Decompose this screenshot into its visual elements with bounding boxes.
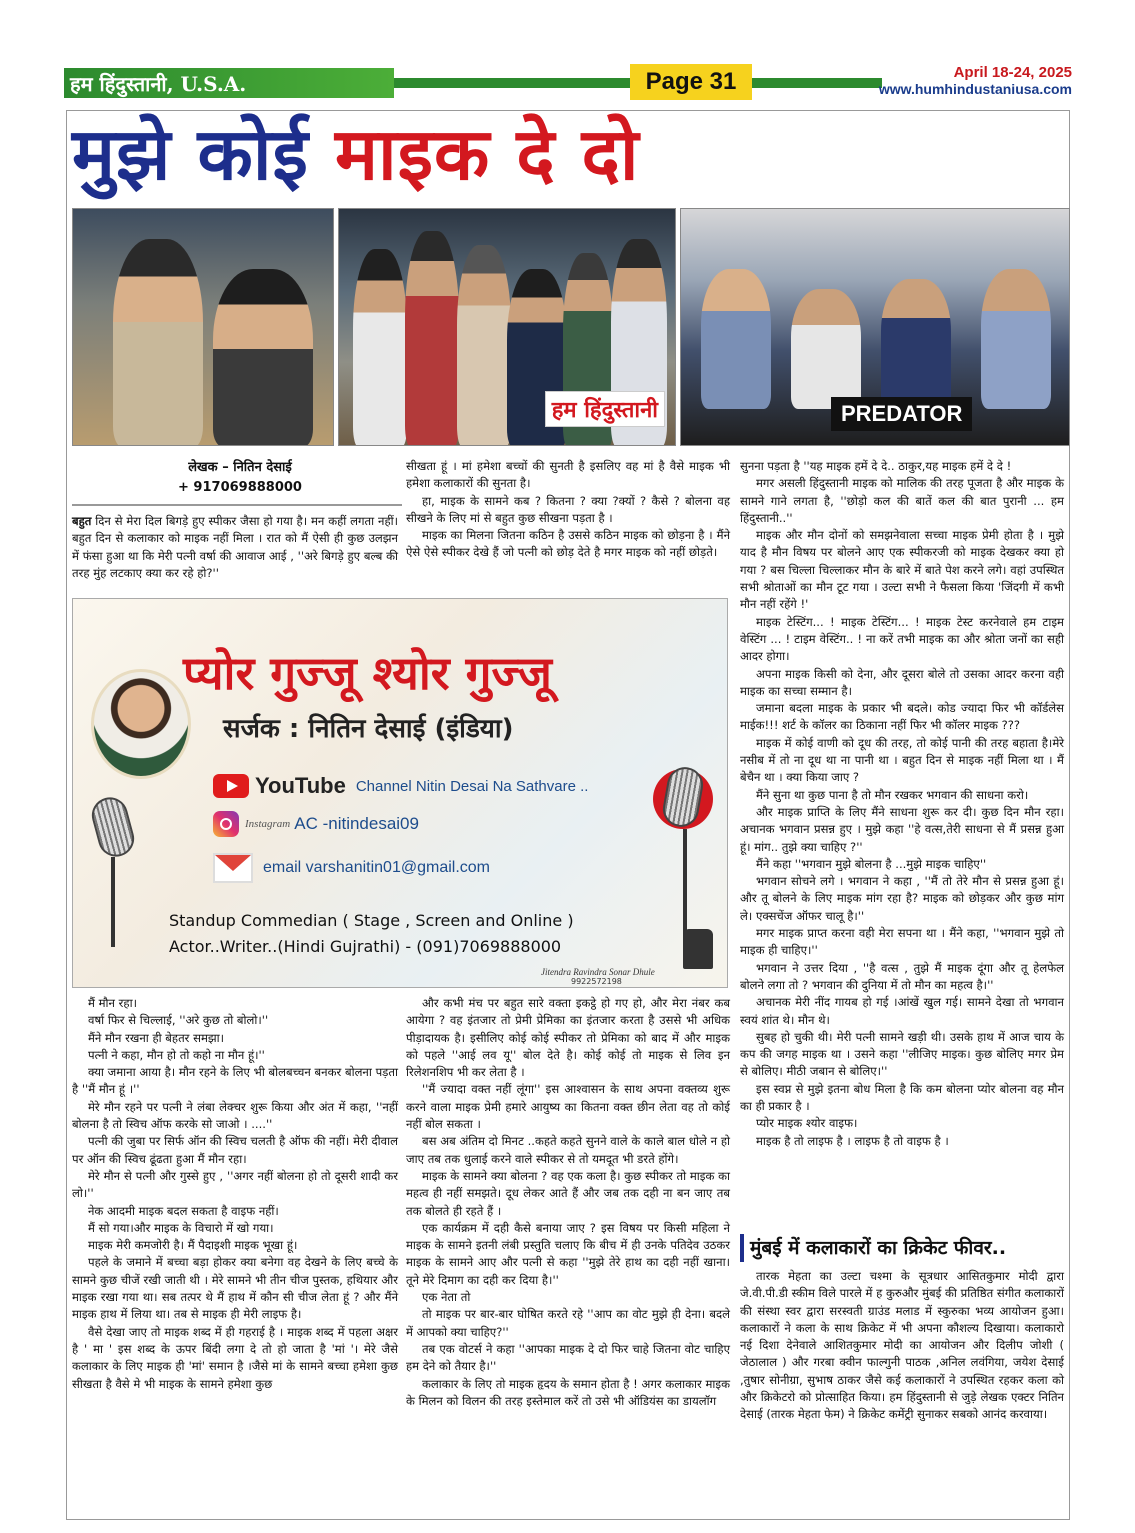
header-divider-right xyxy=(752,78,882,88)
byline xyxy=(150,458,330,498)
designer-phone: 9922572198 xyxy=(571,977,622,986)
headline-part-blue: मुझे कोई xyxy=(72,112,309,196)
headline-part-red: माइक दे दो xyxy=(334,112,640,196)
youtube-channel: Channel Nitin Desai Na Sathvare .. xyxy=(355,777,589,795)
ad-profession: Standup Commedian ( Stage , Screen and Online ) xyxy=(169,911,574,930)
paragraph: और कभी मंच पर बहुत सारे वक्ता इकट्ठे हो गए हो, और मेरा नंबर कब आयेगा ? वह इंतजार तो प्रेमी प्रेमिका का इंतजार करता है उससे भी अधिक पीड़ादायक है। इसीलिए कोई कोई स्पीकर तो प्रेमिका को बाद में और माइक को पहले ''आई लव यू'' बोल देते है। कोई कोई तो माइक से लिव इन रिलेशनशिप भी कर लेता है । xyxy=(406,996,730,1080)
paragraph: मेरे मौन से पत्नी और गुस्से हुए , ''अगर नहीं बोलना हो तो दूसरी शादी कर लो।'' xyxy=(72,1168,398,1201)
paragraph: माइक और मौन दोनों को समझनेवाला सच्चा माइक प्रेमी होता है । मुझे याद है मौन विषय पर बोलने आए एक स्पीकरजी को माइक देखकर क्या हो गया ? बस चिल्ला चिल्लाकर मौन के बारे में बाते पेश करने लगे। वहां उपस्थित सभी श्रोताओं का मौन टूट गया । उल्टा सभी ने फैसला किया 'जिंदगी में कभी मौन नहीं रहेंगे !' xyxy=(740,528,1064,612)
paragraph: अचानक मेरी नींद गायब हो गई ।आंखें खुल गई। सामने देखा तो भगवान स्वयं शांत थे। मौन थे। xyxy=(740,995,1064,1027)
predator-banner: PREDATOR xyxy=(831,397,972,431)
col1-top-text xyxy=(72,513,398,582)
paragraph: मैंने सुना था कुछ पाना है तो मौन रखकर भगवान की साधना करो। xyxy=(756,787,1029,802)
paragraph: क्या जमाना आया है। मौन रहने के लिए भी बोलबच्चन बनकर बोलना पड़ता है ''मैं मौन हूं ।'' xyxy=(72,1065,398,1097)
paragraph: माइक के सामने क्या बोलना ? वह एक कला है। कुछ स्पीकर तो माइक का महत्व ही नहीं समझते। दूध लेकर आते हैं और जब तक दही ना बन जाए तब तक बोलते ही रहते हैं । xyxy=(406,1168,730,1218)
photo-commentary-box xyxy=(680,208,1070,446)
paragraph: तब एक वोटर्स ने कहा ''आपका माइक दे दो फिर चाहे जितना वोट चाहिए हम देने को तैयार है।'' xyxy=(406,1341,730,1374)
drop-lead-word: बहुत xyxy=(72,514,92,528)
promo-advertisement xyxy=(72,598,728,988)
author-portrait xyxy=(91,669,191,779)
paragraph: ''मैं ज्यादा वक्त नहीं लूंगा'' इस आश्वासन के साथ अपना वक्तव्य शुरू करने वाला माइक प्रेमी हमारे आयुष्य का कितना वक्त छीन लेता वह तो कोई नहीं बोल सकता । xyxy=(406,1082,730,1132)
paragraph-text: दिन से मेरा दिल बिगड़े हुए स्पीकर जैसा हो गया है। मन कहीं लगता नहीं। बहुत दिन से कलाकार को माइक नहीं मिला । रात को मैं ऐसी ही कुछ उलझन में फंसा हुआ था कि मेरी पत्नी वर्षा की आवाज आई , ''अरे बिगड़े हुए बल्ब की तरह मुंह लटकाए क्या कर रहे हो?'' xyxy=(72,514,398,580)
brand-logo-text: हम हिंदुस्तानी xyxy=(551,398,658,423)
instagram-row[interactable] xyxy=(213,811,419,837)
author-phone: + 917069888000 xyxy=(178,480,302,495)
paragraph: पहले के जमाने में बच्चा बड़ा होकर क्या बनेगा वह देखने के लिए बच्चे के सामने कुछ चीजें रखी जाती थी । मेरे सामने भी तीन चीज पुस्तक, हथियार और माइक रखा गया था। सब तत्पर थे मैं हाथ में कौन सी चीज लेता हूं ? और मैंने माइक हाथ में लिया था। तब से माइक ही मेरी लाइफ है। xyxy=(72,1255,398,1322)
paragraph: भगवान सोचने लगे । भगवान ने कहा , ''मैं तो तेरे मौन से प्रसन्न हुआ हूं। और तू बोलने के लिए माइक मांग रहा है? माइक को छोड़कर और कुछ मांग ले। एक्सचेंज ऑफर चालू है।'' xyxy=(740,874,1064,923)
byline-divider xyxy=(72,504,402,506)
col3-text xyxy=(740,458,1064,1150)
paragraph: अपना माइक किसी को देना, और दूसरा बोले तो उसका आदर करना वही माइक का सच्चा सम्मान है। xyxy=(740,666,1064,698)
brand-logo-overlay xyxy=(545,391,665,427)
youtube-row[interactable] xyxy=(213,773,588,799)
col2-top-text xyxy=(406,458,730,562)
gmail-icon xyxy=(213,853,253,883)
paragraph: माइक में कोई वाणी को दूध की तरह, तो कोई पानी की तरह बहाता है।मेरे नसीब में तो ना दूध था ना पानी था । बहुत दिन से माइक नहीं मिला था । मैं बेचैन था । क्या किया जाए ? xyxy=(740,735,1064,785)
paragraph: हा, माइक के सामने कब ? कितना ? क्या ?क्यों ? कैसे ? बोलना वह सीखने के लिए मां से बहुत कुछ सीखना पड़ता है । xyxy=(406,493,730,525)
paragraph: एक नेता तो xyxy=(422,1290,471,1305)
mic-stand xyxy=(683,829,687,939)
masthead-title: हम हिंदुस्तानी, U.S.A. xyxy=(64,68,394,98)
paragraph: मैंने कहा ''भगवान मुझे बोलना है ...मुझे माइक चाहिए'' xyxy=(756,856,987,871)
youtube-wordmark: YouTube xyxy=(255,773,346,798)
paragraph: माइक टेस्टिंग... ! माइक टेस्टिंग... ! माइक टेस्ट करनेवाले हम टाइम वेस्टिंग ... ! टाइम वेस्टिंग.. ! ना करें तभी माइक का और श्रोता जनों का सही आदर होगा। xyxy=(740,614,1064,664)
instagram-icon xyxy=(213,811,239,837)
paragraph: मैंने मौन रखना ही बेहतर समझा। xyxy=(88,1030,225,1045)
header-meta xyxy=(879,64,1072,97)
microphone-icon xyxy=(88,793,138,860)
instagram-wordmark: Instagram xyxy=(245,818,291,830)
paragraph: सुनना पड़ता है ''यह माइक हमें दे दे.. ठाकुर,यह माइक हमें दे दे ! xyxy=(740,459,1012,473)
paragraph: माइक का मिलना जितना कठिन है उससे कठिन माइक को छोड़ना है । मैंने ऐसे ऐसे स्पीकर देखे हैं जो पत्नी को छोड़ देते है मगर माइक को नहीं छोड़ते। xyxy=(406,528,730,560)
paragraph: नेक आदमी माइक बदल सकता है वाइफ नहीं। xyxy=(88,1203,279,1218)
paragraph xyxy=(72,513,398,582)
paragraph: बस अब अंतिम दो मिनट ..कहते कहते सुनने वाले के काले बाल धोले न हो जाए तब तक धुलाई करने वाले स्पीकर से तो यमदूत भी डरते होंगे। xyxy=(406,1134,730,1166)
col3-bottom-text xyxy=(740,1268,1064,1424)
mic-stand xyxy=(111,857,115,947)
section-subheadline: मुंबई में कलाकारों का क्रिकेट फीवर.. xyxy=(740,1234,1052,1262)
paragraph: और माइक प्राप्ति के लिए मैंने साधना शुरू कर दी। कुछ दिन मौन रहा। अचानक भगवान प्रसन्न हुए । मुझे कहा ''हे वत्स,तेरी साधना से मैं प्रसन्न हुआ हूं। मांग.. तुझे क्या चाहिए ?'' xyxy=(740,804,1064,854)
paragraph: माइक मेरी कमजोरी है। मैं पैदाइशी माइक भूखा हूं। xyxy=(88,1238,298,1253)
paragraph: एक कार्यक्रम में दही कैसे बनाया जाए ? इस विषय पर किसी महिला ने माइक के सामने इतनी लंबी प्रस्तुति चलाए कि बीच में ही उनके पतिदेव उठकर माइक के सामने आए और पत्नी से कहा ''मुझे तेरे हाथ का दही नहीं खाना। तूने मेरे दिमाग का दही कर दिया है।'' xyxy=(406,1220,730,1287)
author-name: लेखक – नितिन देसाई xyxy=(188,460,292,475)
page-headline xyxy=(72,112,1062,196)
paragraph: मगर माइक प्राप्त करना वही मेरा सपना था । मैंने कहा, ''भगवान मुझे तो माइक ही चाहिए।'' xyxy=(740,926,1064,958)
paragraph: मैं मौन रहा। xyxy=(88,996,137,1010)
paragraph: माइक है तो लाइफ है । लाइफ है तो वाइफ है । xyxy=(756,1133,949,1148)
paragraph: सीखता हूं । मां हमेशा बच्चों की सुनती है इसलिए वह मां है वैसे माइक भी हमेशा कलाकारों की सुनता है। xyxy=(406,459,730,491)
photo-author-with-wife xyxy=(72,208,334,446)
paragraph: पत्नी की जुबा पर सिर्फ ऑन की स्विच चलती है ऑफ की नहीं। मेरी दीवाल पर ऑन की स्विच ढूंढता हुआ मैं मौन रहा। xyxy=(72,1134,398,1166)
photo-group-at-ground xyxy=(338,208,676,446)
paragraph: प्योर माइक श्योर वाइफ। xyxy=(756,1116,858,1131)
paragraph: कलाकार के लिए तो माइक हृदय के समान होता है ! अगर कलाकार माइक के मिलन को विलन की तरह इस्तेमाल करें तो उसे भी ऑडियंस का डायलॉग xyxy=(406,1376,730,1408)
paragraph: मगर असली हिंदुस्तानी माइक को मालिक की तरह पूजता है और माइक के सामने गाने लगता है, ''छोड़ो कल की बातें कल की बात पुरानी ... हम हिंदुस्तानी..'' xyxy=(740,476,1064,525)
paragraph: मैं सो गया।और माइक के विचारो में खो गया। xyxy=(88,1220,274,1235)
paragraph: मेरे मौन रहने पर पत्नी ने लंबा लेक्चर शुरू किया और अंत में कहा, ''नहीं बोलना है तो स्विच ऑफ करके सो जाओ । ....'' xyxy=(72,1099,398,1132)
paragraph: वर्षा फिर से चिल्लाई, ''अरे कुछ तो बोलो।'' xyxy=(88,1013,269,1028)
website-link[interactable]: www.humhindustaniusa.com xyxy=(878,81,1072,97)
camera-icon xyxy=(683,929,713,969)
ad-creator: सर्जक : नितिन देसाई (इंडिया) xyxy=(223,714,514,744)
instagram-handle: AC -nitindesai09 xyxy=(294,814,419,833)
masthead-bar xyxy=(64,64,1072,100)
paragraph: तो माइक पर बार-बार घोषित करते रहे ''आप का वोट मुझे ही देना। बदले में आपको क्या चाहिए?'' xyxy=(406,1307,730,1339)
paragraph: तारक मेहता का उल्टा चश्मा के सूत्रधार आसितकुमार मोदी द्वारा जे.वी.पी.डी स्कीम विले पारले में ह कुरुऔर मुंबई की प्रतिष्ठित संगीत कलाकारों की संस्था स्वर द्वारा सरस्वती ग्राउंड मलाड में स्कुरुका भव्य आयोजन हुआ। कलाकारों ने कला के साथ क्रिकेट में भी अपना कौशल्य दिखाया। कलाकारो नई दिशा देनेवाले आशितकुमार मोदी का आयोजन और दिलीप जोशी ( जेठालाल ) और गरबा क्वीन फाल्गुनी पाठक ,अनिल लवंगिया, जयेश देसाई ,तुषार सोनीग्रा, सुभाष ठाकर जैसे कई कलाकारों ने उपस्थित रहकर कला को और क्रिकेटरो को प्रोत्साहित किया। हम हिंदुस्तानी से जुड़े लेखक एक्टर नितिन देसाई (तारक मेहता फेम) ने क्रिकेट कमेंट्री सुनाकर सबको आनंद करवाया। xyxy=(740,1269,1065,1422)
ad-contact: Actor..Writer..(Hindi Gujrathi) - (091)7069888000 xyxy=(169,937,562,956)
page-number: Page 31 xyxy=(630,64,752,100)
col1-bottom-text xyxy=(72,995,398,1393)
paragraph: वैसे देखा जाए तो माइक शब्द में ही गहराई है । माइक शब्द में पहला अक्षर है ' मा ' इस शब्द के ऊपर बिंदी लगा दे तो हो जाता है 'मां '। मेरे जैसे कलाकार के लिए माइक ही 'मां' समान है ।जैसे मां के सामने बच्चा हमेशा कुछ सीखता है वैसे मे भी माइक के सामने हमेशा कुछ xyxy=(72,1324,398,1391)
email-row[interactable] xyxy=(213,853,490,883)
email-address: email varshanitin01@gmail.com xyxy=(263,859,490,876)
issue-date: April 18-24, 2025 xyxy=(953,64,1072,81)
paragraph: सुबह हो चुकी थी। मेरी पत्नी सामने खड़ी थी। उसके हाथ में आज चाय के कप की जगह माइक था । उसने कहा ''लीजिए माइक। कुछ बोलिए मगर प्रेम से बोलिए। मीठी जबान से बोलिए।'' xyxy=(740,1029,1064,1079)
header-divider xyxy=(394,78,630,88)
paragraph: पत्नी ने कहा, मौन हो तो कहो ना मौन हूं।'' xyxy=(88,1047,265,1062)
ad-title: प्योर गुज्जू श्योर गुज्जू xyxy=(183,646,552,700)
paragraph: भगवान ने उत्तर दिया , ''है वत्स , तुझे मैं माइक दूंगा और तू हेलफेल बोलने लगा तो ? भगवान की दुनिया में तो मौन का महत्व है।'' xyxy=(740,960,1064,992)
youtube-icon xyxy=(213,774,249,798)
designer-credit: Jitendra Ravindra Sonar Dhule xyxy=(541,967,655,977)
paragraph: इस स्वप्न से मुझे इतना बोध मिला है कि कम बोलना प्योर बोलना वह मौन का ही प्रकार है । xyxy=(740,1081,1064,1113)
paragraph: जमाना बदला माइक के प्रकार भी बदले। कोड ज्यादा फिर भी कॉर्डलेस माईक!!! शर्ट के कॉलर का ठिकाना नहीं फिर भी कॉलर माइक ??? xyxy=(740,701,1064,733)
col2-bottom-text xyxy=(406,995,730,1410)
